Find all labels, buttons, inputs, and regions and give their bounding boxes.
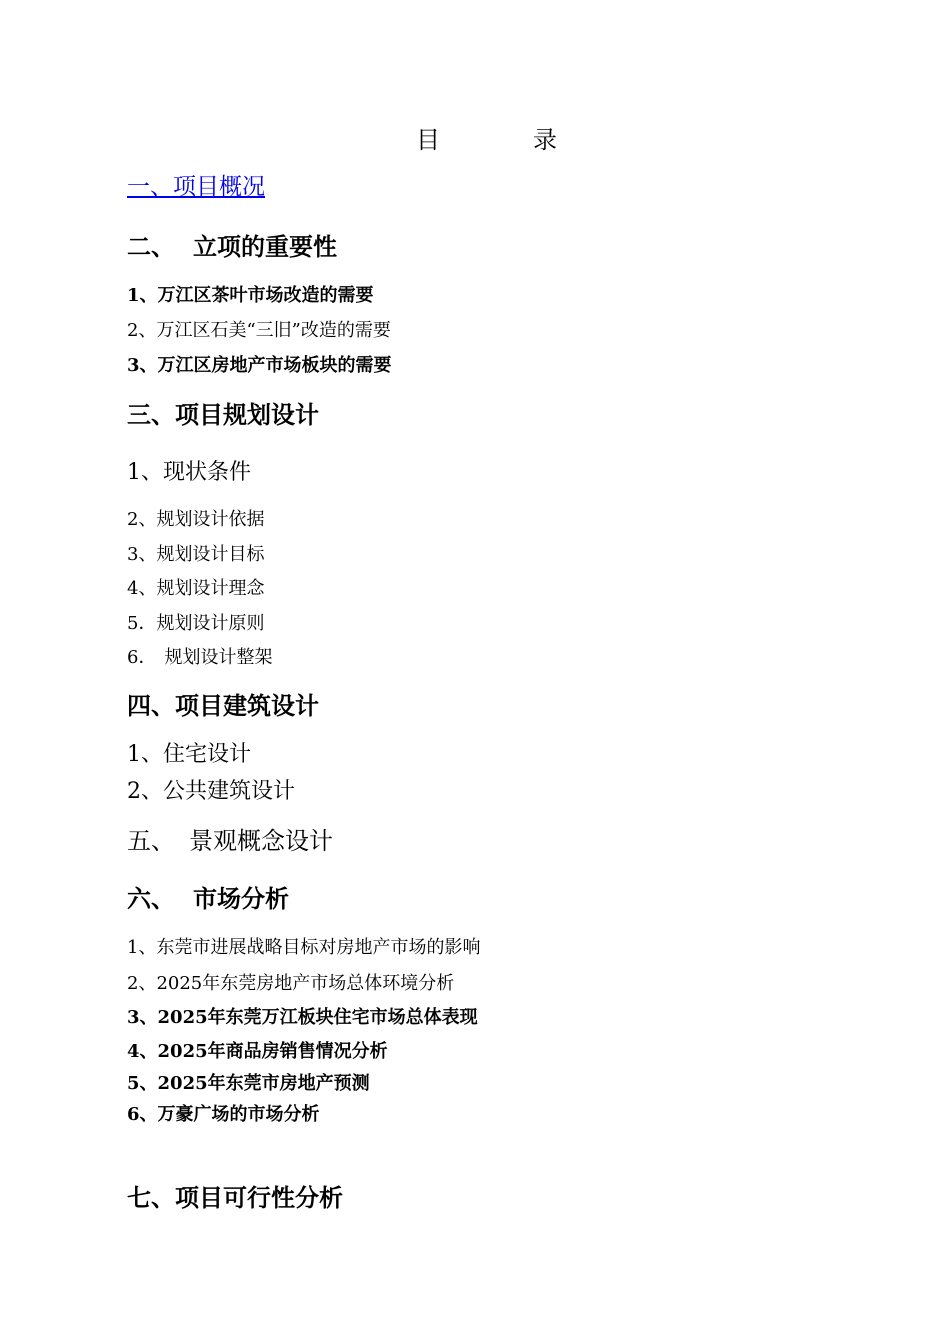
- toc-item: 2、规划设计依据: [127, 509, 265, 530]
- toc-item: 5、2025年东莞市房地产预测: [127, 1073, 370, 1094]
- section-5-title: 景观概念设计: [189, 827, 333, 855]
- section-2-number: 二、: [127, 232, 175, 261]
- section-2-title: 立项的重要性: [193, 232, 337, 261]
- toc-section-3: 三、项目规划设计: [127, 400, 319, 429]
- toc-item: 1、东莞市进展战略目标对房地产市场的影响: [127, 937, 481, 958]
- section-5-number: 五、: [127, 827, 175, 855]
- toc-item-number: 6．: [127, 647, 157, 668]
- toc-section-2: [127, 227, 337, 262]
- toc-item: [127, 643, 272, 669]
- toc-section-5: [127, 821, 333, 856]
- toc-item-text: 规划设计整架: [164, 647, 273, 668]
- toc-item: 6、万豪广场的市场分析: [127, 1104, 320, 1125]
- toc-section-6: [127, 879, 289, 914]
- toc-item: 1、住宅设计: [127, 742, 251, 767]
- toc-item: 5．规划设计原则: [127, 613, 265, 634]
- toc-item: 2、公共建筑设计: [127, 779, 295, 804]
- toc-item: 2、万江区石美“三旧”改造的需要: [127, 320, 391, 341]
- title-char-left: 目: [416, 126, 440, 154]
- toc-item: 1、现状条件: [127, 460, 251, 485]
- toc-item: 3、2025年东莞万江板块住宅市场总体表现: [127, 1007, 478, 1028]
- title-char-right: 录: [533, 126, 557, 154]
- toc-item: 3、规划设计目标: [127, 544, 265, 565]
- toc-link-section-1[interactable]: 一、项目概况: [127, 174, 265, 200]
- section-6-number: 六、: [127, 884, 175, 913]
- section-6-title: 市场分析: [193, 884, 289, 913]
- toc-item: 2、2025年东莞房地产市场总体环境分析: [127, 973, 455, 994]
- toc-item: 4、规划设计理念: [127, 578, 265, 599]
- toc-item: 1、万江区茶叶市场改造的需要: [127, 285, 374, 306]
- toc-section-4: 四、项目建筑设计: [127, 691, 319, 720]
- toc-item: 3、万江区房地产市场板块的需要: [127, 355, 392, 376]
- toc-item: 4、2025年商品房销售情况分析: [127, 1041, 388, 1062]
- toc-section-7: 七、项目可行性分析: [127, 1183, 343, 1212]
